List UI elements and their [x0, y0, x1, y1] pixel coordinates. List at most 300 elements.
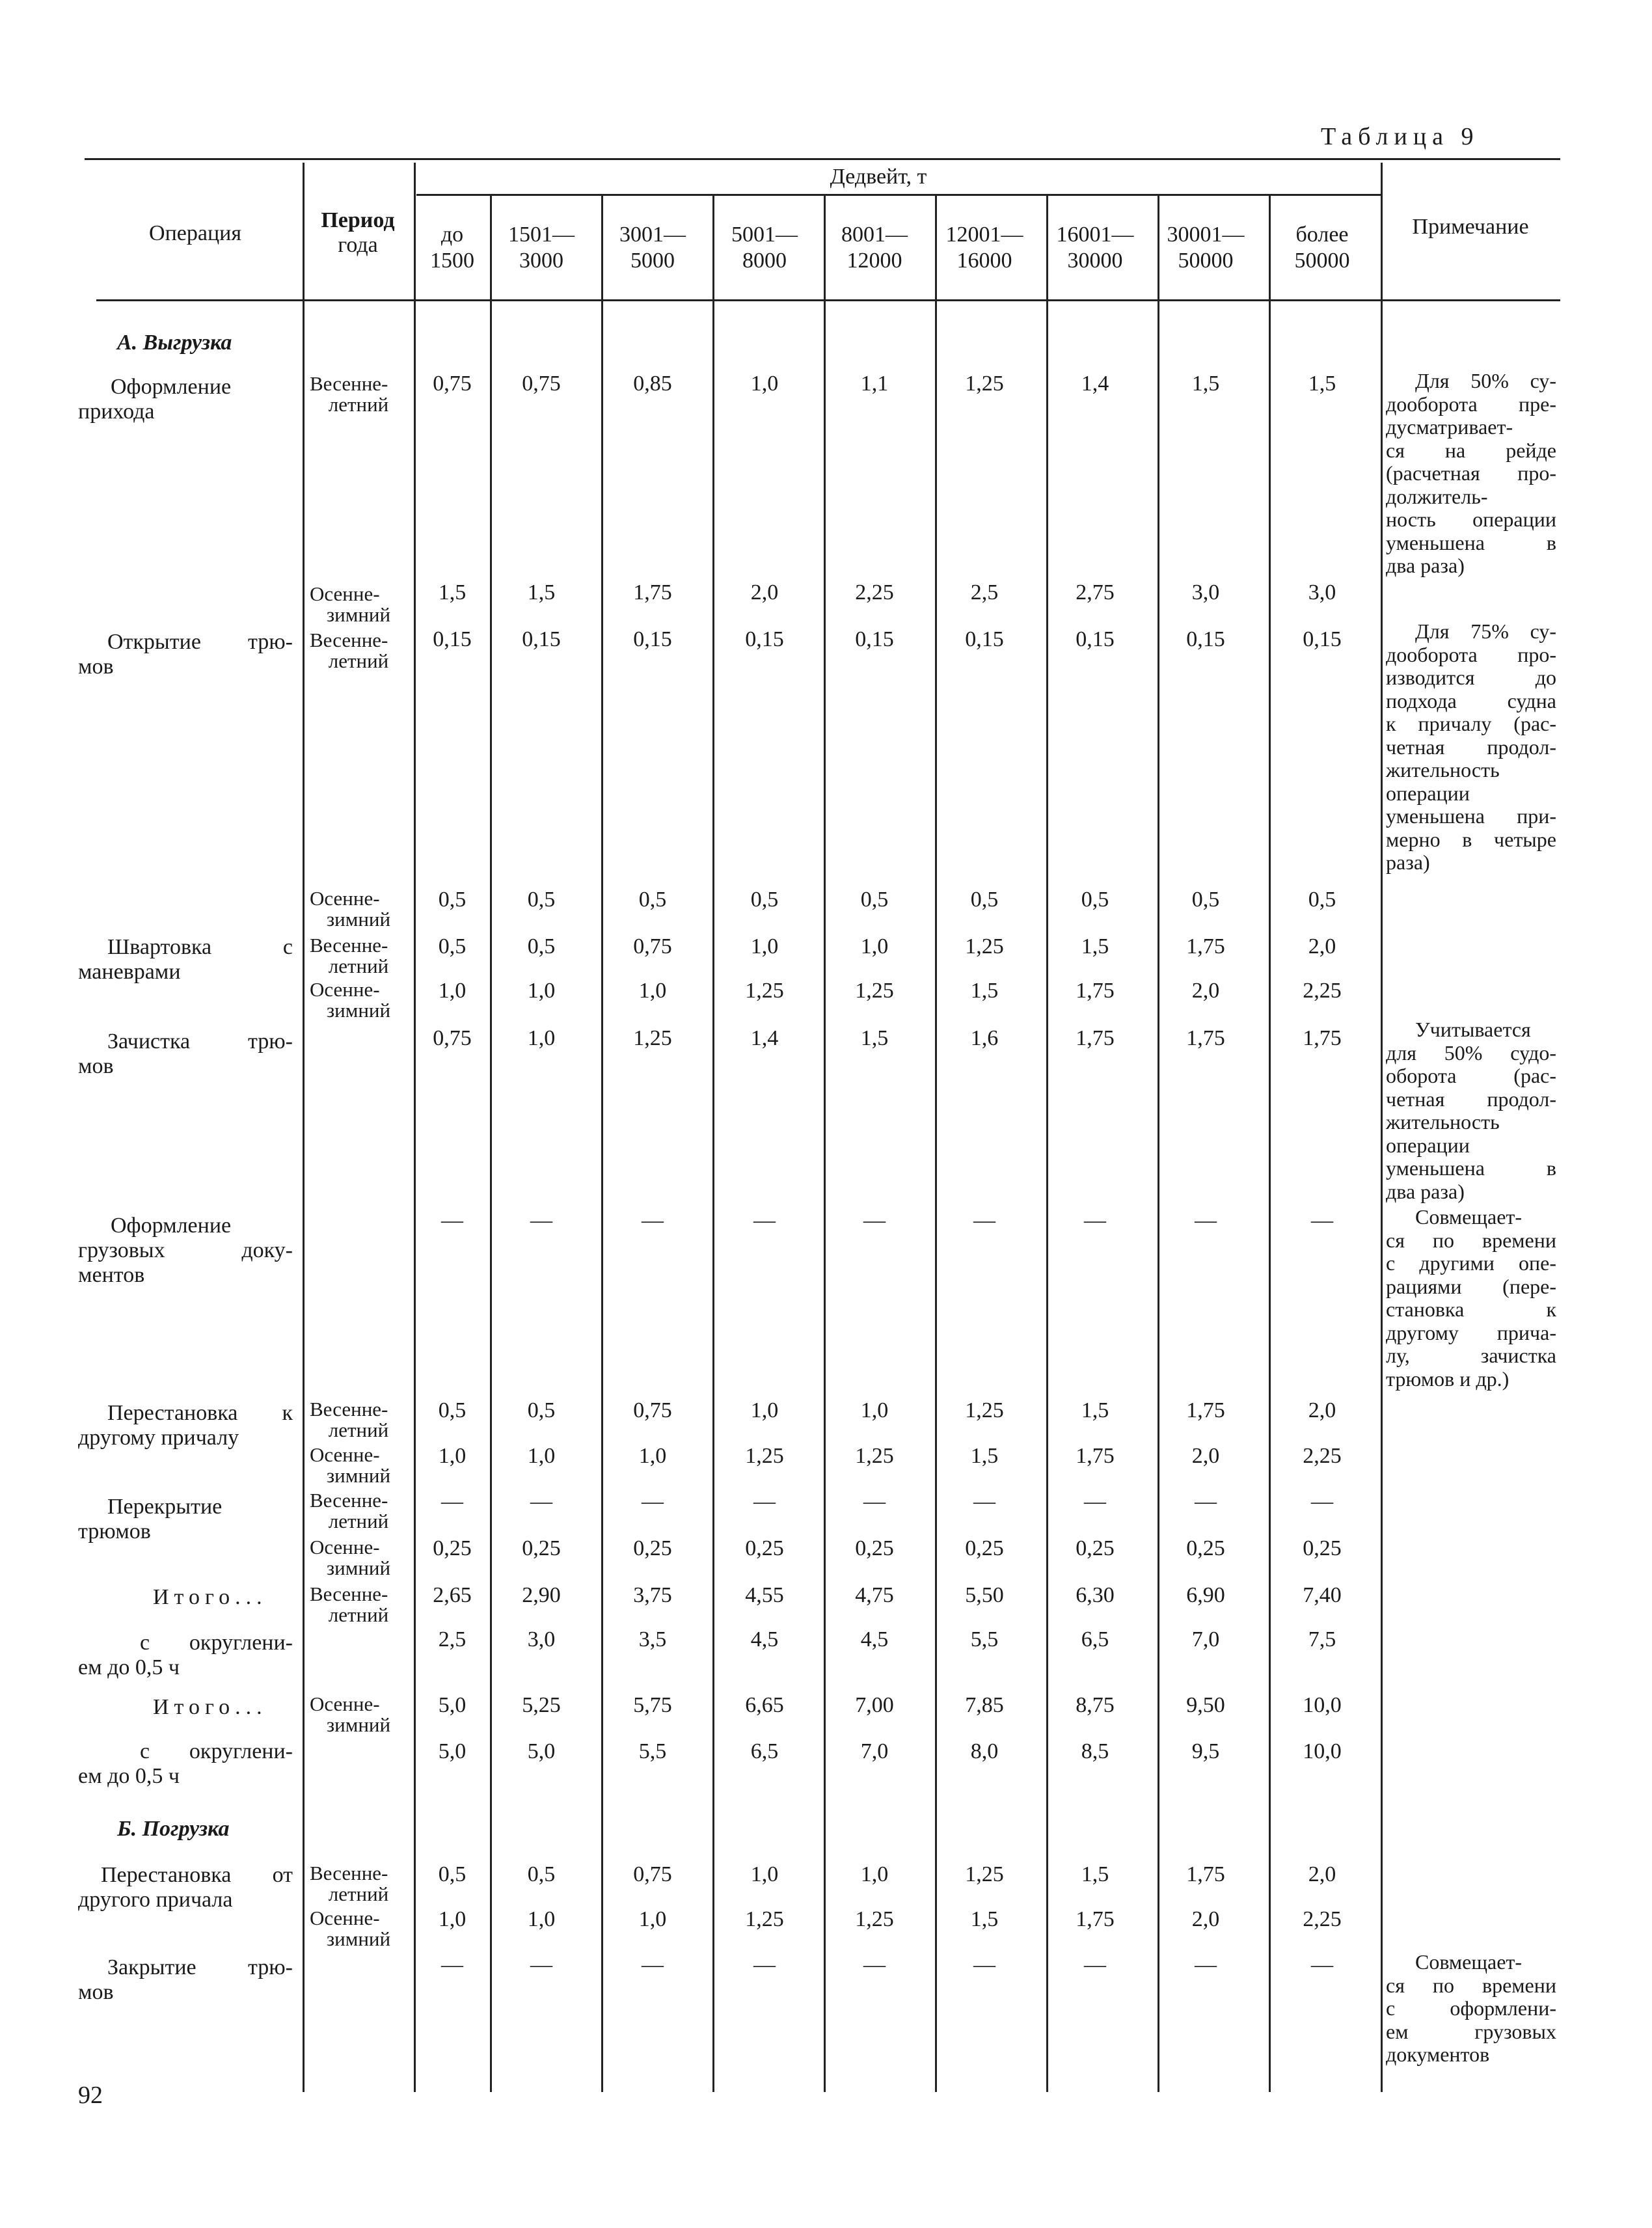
table-cell: —: [1084, 1208, 1106, 1232]
table-cell: 0,15: [1186, 627, 1225, 651]
table-cell: 0,5: [1308, 888, 1336, 912]
period-label-line: Осенне-: [310, 978, 380, 1001]
period-label-line: Весенне-: [310, 1583, 388, 1605]
column-header-4-line2: 8000: [742, 249, 787, 273]
col-divider-c1: [414, 163, 416, 2092]
note-line: оборота (рас-: [1386, 1064, 1556, 1087]
table-cell: 5,25: [522, 1693, 561, 1717]
table-cell: —: [642, 1489, 664, 1514]
note-line: раза): [1386, 850, 1430, 874]
table-cell: 8,0: [970, 1739, 999, 1763]
note-line: документов: [1386, 2043, 1490, 2066]
table-cell: 0,25: [965, 1536, 1004, 1560]
table-cell: 3,0: [527, 1627, 556, 1651]
table-cell: —: [642, 1953, 664, 1977]
col-divider-c5: [824, 195, 826, 2092]
note-line: уменьшена в: [1386, 530, 1556, 554]
table-cell: 9,50: [1186, 1693, 1225, 1717]
note-line: дооборота про-: [1386, 642, 1556, 666]
table-cell: —: [1311, 1208, 1333, 1232]
table-cell: 1,0: [527, 979, 556, 1003]
note-line: два раза): [1386, 554, 1465, 577]
col-divider-c3: [601, 195, 603, 2092]
table-cell: 6,65: [745, 1693, 784, 1717]
table-cell: 2,25: [1303, 1907, 1342, 1931]
period-label-line: Весенне-: [310, 1862, 388, 1884]
note-line: Учитывается: [1415, 1018, 1531, 1041]
col-divider-c8: [1158, 195, 1159, 2092]
header-deadweight: Дедвейт, т: [830, 165, 927, 189]
table-cell: 3,5: [638, 1627, 667, 1651]
operation-name-line: с округлени-: [140, 1631, 293, 1655]
column-header-6-line1: 12001—: [945, 223, 1023, 247]
note-line: трюмов и др.): [1386, 1366, 1510, 1391]
operation-name-line: Зачистка трю-: [107, 1029, 293, 1053]
table-cell: 0,15: [1303, 627, 1342, 651]
table-cell: 2,25: [855, 580, 894, 605]
table-cell: 2,75: [1076, 580, 1115, 605]
table-cell: 0,5: [527, 1862, 556, 1886]
note-line: операции: [1386, 1133, 1470, 1157]
table-cell: 5,0: [438, 1739, 467, 1763]
table-cell: 4,55: [745, 1583, 784, 1607]
column-header-9-line2: 50000: [1294, 249, 1350, 273]
table-cell: 7,0: [1191, 1627, 1220, 1651]
table-cell: 0,5: [1081, 888, 1109, 912]
column-header-5-line1: 8001—: [841, 223, 908, 247]
column-header-8-line2: 50000: [1178, 249, 1234, 273]
table-cell: 0,15: [522, 627, 561, 651]
table-cell: 1,75: [1186, 1026, 1225, 1050]
table-cell: 7,0: [860, 1739, 889, 1763]
table-cell: 1,0: [438, 979, 467, 1003]
table-cell: 1,25: [965, 372, 1004, 396]
table-cell: —: [441, 1489, 463, 1514]
table-cell: 2,25: [1303, 1444, 1342, 1468]
note-line: с оформлени-: [1386, 1996, 1556, 2020]
operation-name-line: другого причала: [78, 1888, 233, 1912]
column-header-5-line2: 12000: [846, 249, 902, 273]
period-label-line: Осенне-: [310, 1536, 380, 1558]
table-cell: 1,0: [527, 1444, 556, 1468]
operation-name-line: Оформление: [111, 375, 232, 399]
column-header-7-line2: 30000: [1067, 249, 1123, 273]
table-cell: 0,5: [638, 888, 667, 912]
table-cell: —: [1084, 1953, 1106, 1977]
period-label-line: Весенне-: [310, 372, 388, 395]
period-label-line: Весенне-: [310, 934, 388, 957]
period-label-line: летний: [328, 393, 389, 416]
table-cell: 1,5: [1308, 372, 1336, 396]
table-cell: 7,85: [965, 1693, 1004, 1717]
table-cell: 0,5: [527, 1398, 556, 1422]
table-cell: 1,5: [860, 1026, 889, 1050]
table-cell: 2,0: [1191, 979, 1220, 1003]
note-line: Совмещает-: [1415, 1205, 1523, 1229]
table-cell: 1,0: [638, 1444, 667, 1468]
table-cell: 5,5: [970, 1627, 999, 1651]
period-label-line: зимний: [326, 1464, 391, 1487]
table-cell: —: [1195, 1953, 1217, 1977]
table-cell: 1,75: [633, 580, 672, 605]
table-cell: 5,5: [638, 1739, 667, 1763]
period-label-line: летний: [328, 1419, 389, 1441]
table-cell: 6,30: [1076, 1583, 1115, 1607]
operation-name-line: ем до 0,5 ч: [78, 1764, 180, 1788]
column-header-7-line1: 16001—: [1056, 223, 1134, 247]
table-cell: 1,0: [750, 934, 779, 958]
table-cell: —: [1311, 1489, 1333, 1514]
table-cell: 0,15: [855, 627, 894, 651]
column-header-3-line1: 3001—: [619, 223, 686, 247]
note-line: уменьшена в: [1386, 1156, 1556, 1180]
table-cell: 2,25: [1303, 979, 1342, 1003]
col-divider-c9: [1269, 195, 1271, 2092]
note-line: с другими опе-: [1386, 1251, 1556, 1275]
table-cell: 1,0: [527, 1907, 556, 1931]
period-label-line: зимний: [326, 1713, 391, 1736]
table-cell: 1,25: [745, 979, 784, 1003]
table-cell: 0,15: [633, 627, 672, 651]
note-line: операции: [1386, 781, 1470, 805]
table-cell: —: [863, 1208, 886, 1232]
table-cell: 4,5: [860, 1627, 889, 1651]
table-cell: 3,75: [633, 1583, 672, 1607]
table-cell: 9,5: [1191, 1739, 1220, 1763]
operation-name-line: другому причалу: [78, 1426, 239, 1450]
table-cell: 0,15: [433, 627, 472, 651]
note-line: жительность: [1386, 1110, 1500, 1134]
note-line: ся на рейде: [1386, 438, 1556, 462]
table-cell: 1,5: [970, 1444, 999, 1468]
note-line: четная продол-: [1386, 735, 1556, 759]
operation-name-line: мов: [78, 1054, 114, 1078]
header-period-line2: года: [338, 233, 378, 257]
table-cell: 0,25: [1186, 1536, 1225, 1560]
table-cell: 1,75: [1303, 1026, 1342, 1050]
table-cell: 1,5: [438, 580, 467, 605]
col-divider-c6: [935, 195, 937, 2092]
table-cell: 8,5: [1081, 1739, 1109, 1763]
note-line: дооборота пре-: [1386, 392, 1556, 416]
operation-name-line: Итого...: [153, 1695, 267, 1719]
period-label-line: зимний: [326, 908, 391, 931]
table-top-rule: [85, 158, 1560, 160]
period-label-line: Осенне-: [310, 582, 380, 605]
operation-name-line: мов: [78, 655, 114, 679]
period-label-line: Осенне-: [310, 887, 380, 910]
table-cell: 2,5: [438, 1627, 467, 1651]
table-cell: 10,0: [1303, 1739, 1342, 1763]
table-cell: 1,25: [965, 1398, 1004, 1422]
table-cell: 1,25: [855, 1907, 894, 1931]
table-cell: 0,25: [745, 1536, 784, 1560]
table-cell: —: [973, 1953, 995, 1977]
column-header-2-line2: 3000: [519, 249, 563, 273]
table-cell: 1,0: [750, 1862, 779, 1886]
table-cell: —: [530, 1208, 552, 1232]
table-cell: 0,75: [433, 1026, 472, 1050]
table-cell: 1,25: [745, 1907, 784, 1931]
column-header-8-line1: 30001—: [1167, 223, 1245, 247]
table-cell: 1,4: [1081, 372, 1109, 396]
table-cell: 6,5: [1081, 1627, 1109, 1651]
period-label-line: зимний: [326, 603, 391, 626]
operation-name-line: Перестановка от: [101, 1863, 293, 1887]
note-line: лу, зачистка: [1386, 1344, 1556, 1367]
period-label-line: летний: [328, 649, 389, 672]
operation-name-line: трюмов: [78, 1519, 151, 1543]
table-cell: —: [753, 1208, 776, 1232]
header-note: Примечание: [1412, 215, 1529, 239]
operation-name-line: Перестановка к: [107, 1401, 293, 1425]
table-cell: 0,75: [633, 1862, 672, 1886]
note-line: для 50% судо-: [1386, 1040, 1556, 1065]
table-cell: 1,4: [750, 1026, 779, 1050]
table-cell: —: [863, 1489, 886, 1514]
table-cell: 6,90: [1186, 1583, 1225, 1607]
table-cell: 0,25: [1076, 1536, 1115, 1560]
table-cell: 2,90: [522, 1583, 561, 1607]
note-line: рациями (пере-: [1386, 1274, 1556, 1298]
table-cell: 0,5: [1191, 888, 1220, 912]
operation-name-line: Швартовка с: [107, 935, 293, 959]
table-cell: 1,0: [438, 1444, 467, 1468]
table-cell: 2,0: [750, 580, 779, 605]
table-cell: 5,75: [633, 1693, 672, 1717]
note-line: должитель-: [1386, 484, 1488, 508]
operation-name-line: мов: [78, 1980, 114, 2004]
note-line: Для 75% су-: [1415, 619, 1556, 643]
table-cell: 2,65: [433, 1583, 472, 1607]
note-line: ся по времени: [1386, 1228, 1556, 1252]
period-label-line: зимний: [326, 1556, 391, 1579]
table-cell: 0,15: [965, 627, 1004, 651]
note-line: становка к: [1386, 1297, 1556, 1321]
note-line: другому прича-: [1386, 1320, 1556, 1344]
period-label-line: Осенне-: [310, 1692, 380, 1715]
table-cell: 4,5: [750, 1627, 779, 1651]
note-line: уменьшена при-: [1386, 804, 1556, 828]
deadweight-rule: [416, 194, 1382, 196]
table-cell: 4,75: [855, 1583, 894, 1607]
operation-name-line: ем до 0,5 ч: [78, 1655, 180, 1679]
table-cell: —: [863, 1953, 886, 1977]
table-cell: —: [530, 1489, 552, 1514]
operation-name-line: с округлени-: [140, 1739, 293, 1763]
table-cell: 1,75: [1076, 979, 1115, 1003]
table-cell: —: [1195, 1489, 1217, 1514]
page-number: 92: [78, 2082, 103, 2109]
table-cell: 1,25: [855, 979, 894, 1003]
table-cell: 1,0: [750, 1398, 779, 1422]
section-unloading: А. Выгрузка: [117, 331, 232, 355]
table-cell: 5,0: [527, 1739, 556, 1763]
table-cell: 8,75: [1076, 1693, 1115, 1717]
table-cell: 0,15: [1076, 627, 1115, 651]
col-divider-note: [1381, 163, 1383, 2092]
table-cell: —: [642, 1208, 664, 1232]
note-line: два раза): [1386, 1179, 1465, 1203]
note-line: ность операции: [1386, 508, 1556, 531]
table-cell: 0,5: [527, 934, 556, 958]
table-cell: —: [1084, 1489, 1106, 1514]
table-cell: 7,00: [855, 1693, 894, 1717]
table-cell: 1,1: [860, 372, 889, 396]
header-operation: Операция: [149, 221, 241, 245]
table-cell: 1,25: [965, 934, 1004, 958]
table-cell: 1,0: [638, 1907, 667, 1931]
table-cell: —: [441, 1953, 463, 1977]
table-cell: —: [441, 1208, 463, 1232]
table-cell: 0,5: [527, 888, 556, 912]
period-label-line: зимний: [326, 1927, 391, 1950]
header-bottom-rule: [96, 299, 1560, 301]
table-cell: 1,25: [633, 1026, 672, 1050]
table-cell: 2,0: [1191, 1907, 1220, 1931]
table-cell: 0,75: [633, 1398, 672, 1422]
table-cell: 2,5: [970, 580, 999, 605]
table-cell: 0,5: [750, 888, 779, 912]
note-line: подхода судна: [1386, 688, 1556, 713]
table-cell: 1,0: [527, 1026, 556, 1050]
table-cell: 0,5: [438, 1398, 467, 1422]
table-cell: —: [1195, 1208, 1217, 1232]
note-line: ем грузовых: [1386, 2019, 1556, 2043]
operation-name-line: маневрами: [78, 960, 181, 984]
table-cell: 0,25: [1303, 1536, 1342, 1560]
table-cell: 0,25: [633, 1536, 672, 1560]
table-cell: —: [1311, 1953, 1333, 1977]
section-loading: Б. Погрузка: [117, 1817, 230, 1841]
table-cell: 0,5: [970, 888, 999, 912]
period-label-line: Осенне-: [310, 1907, 380, 1929]
note-line: Для 50% су-: [1415, 369, 1556, 392]
table-cell: —: [530, 1953, 552, 1977]
note-line: ся по времени: [1386, 1973, 1556, 1997]
table-cell: 0,5: [860, 888, 889, 912]
table-cell: 1,5: [527, 580, 556, 605]
note-line: мерно в четыре: [1386, 827, 1556, 851]
table-cell: 1,0: [438, 1907, 467, 1931]
table-cell: 1,0: [860, 1862, 889, 1886]
table-cell: 1,5: [970, 1907, 999, 1931]
note-line: дусматривает-: [1386, 415, 1513, 439]
table-cell: —: [973, 1208, 995, 1232]
table-cell: 2,0: [1308, 1862, 1336, 1886]
table-cell: 1,5: [1081, 1398, 1109, 1422]
table-cell: 3,0: [1191, 580, 1220, 605]
table-cell: 1,5: [1081, 1862, 1109, 1886]
note-line: Совмещает-: [1415, 1950, 1523, 1974]
table-cell: 0,5: [438, 934, 467, 958]
table-cell: 0,25: [522, 1536, 561, 1560]
table-cell: 0,75: [433, 372, 472, 396]
table-cell: 1,75: [1076, 1026, 1115, 1050]
table-cell: 1,75: [1186, 1862, 1225, 1886]
table-cell: 7,40: [1303, 1583, 1342, 1607]
table-cell: 1,75: [1076, 1907, 1115, 1931]
operation-name-line: Перекрытие: [107, 1495, 223, 1519]
table-cell: 6,5: [750, 1739, 779, 1763]
table-cell: 1,0: [750, 372, 779, 396]
column-header-4-line1: 5001—: [731, 223, 798, 247]
column-header-3-line2: 5000: [630, 249, 675, 273]
col-divider-period: [303, 163, 305, 2092]
note-line: четная продол-: [1386, 1087, 1556, 1111]
table-cell: 0,5: [438, 888, 467, 912]
table-cell: —: [753, 1489, 776, 1514]
table-cell: 0,25: [433, 1536, 472, 1560]
table-cell: 1,75: [1076, 1444, 1115, 1468]
table-cell: 2,0: [1308, 1398, 1336, 1422]
period-label-line: Весенне-: [310, 1489, 388, 1512]
table-cell: 1,5: [1081, 934, 1109, 958]
period-label-line: Осенне-: [310, 1443, 380, 1466]
table-cell: 0,75: [633, 934, 672, 958]
operation-name-line: Открытие трю-: [107, 630, 293, 654]
operation-name-line: ментов: [78, 1263, 145, 1287]
period-label-line: летний: [328, 955, 389, 977]
period-label-line: зимний: [326, 999, 391, 1022]
table-cell: 1,75: [1186, 934, 1225, 958]
table-cell: 3,0: [1308, 580, 1336, 605]
operation-name-line: Итого...: [153, 1585, 267, 1609]
table-label: Таблица 9: [1321, 123, 1480, 150]
period-label-line: Весенне-: [310, 1398, 388, 1420]
table-cell: 1,5: [1191, 372, 1220, 396]
operation-name-line: Оформление: [111, 1214, 232, 1238]
table-cell: 0,85: [633, 372, 672, 396]
table-cell: 2,0: [1191, 1444, 1220, 1468]
note-line: (расчетная про-: [1386, 461, 1556, 485]
table-cell: 1,0: [860, 1398, 889, 1422]
table-cell: 7,5: [1308, 1627, 1336, 1651]
note-line: жительность: [1386, 758, 1500, 781]
col-divider-c2: [490, 195, 492, 2092]
table-cell: 2,0: [1308, 934, 1336, 958]
column-header-1-line2: 1500: [430, 249, 474, 273]
table-cell: 0,75: [522, 372, 561, 396]
col-divider-c7: [1046, 195, 1048, 2092]
table-cell: 1,25: [745, 1444, 784, 1468]
period-label-line: летний: [328, 1882, 389, 1905]
note-line: изводится до: [1386, 666, 1556, 689]
table-cell: 1,5: [970, 979, 999, 1003]
table-cell: —: [973, 1489, 995, 1514]
col-divider-c4: [712, 195, 714, 2092]
column-header-1-line1: до: [440, 223, 464, 247]
table-cell: 5,50: [965, 1583, 1004, 1607]
table-cell: 0,5: [438, 1862, 467, 1886]
table-cell: 0,25: [855, 1536, 894, 1560]
table-cell: 1,6: [970, 1026, 999, 1050]
table-cell: 1,75: [1186, 1398, 1225, 1422]
table-cell: 1,0: [860, 934, 889, 958]
header-period-line1: Период: [321, 208, 395, 232]
table-cell: 0,15: [745, 627, 784, 651]
table-cell: 1,25: [855, 1444, 894, 1468]
operation-name-line: прихода: [78, 400, 155, 424]
table-cell: 5,0: [438, 1693, 467, 1717]
column-header-9-line1: более: [1295, 223, 1349, 247]
column-header-2-line1: 1501—: [508, 223, 575, 247]
operation-name-line: грузовых доку-: [78, 1238, 293, 1262]
column-header-6-line2: 16000: [956, 249, 1012, 273]
period-label-line: Весенне-: [310, 629, 388, 651]
table-cell: 1,25: [965, 1862, 1004, 1886]
table-cell: 10,0: [1303, 1693, 1342, 1717]
